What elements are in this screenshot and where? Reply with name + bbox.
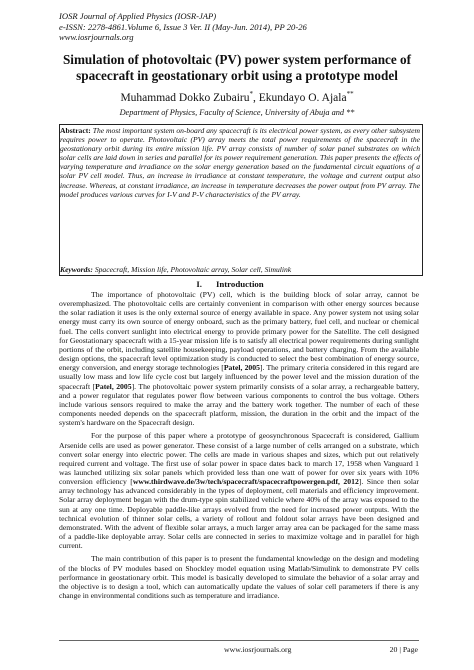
keywords-text: Spacecraft, Mission life, Photovoltaic array, Solar cell, Simulink (94, 265, 292, 274)
journal-name: IOSR Journal of Applied Physics (IOSR-JAP) (59, 11, 217, 21)
section-title: Introduction (215, 279, 264, 289)
affiliation-mark: ** (346, 90, 354, 98)
paragraph-text: The importance of photovoltaic (PV) cell, which is the building block of solar array, cannot be overemphasized. The photovoltaic cells are certainly convenient in comparison with other energy sources because the solar radiation it uses is the only external source of energy available in space. Any power system not using solar energy must carry its own source of energy onboard, such as the primary battery, fuel cell, and nuclear or chemical fuel. The cells convert sunlight into electrical energy to provide primary power for the Satellite. The cell designed for Geostationary spacecraft with a 15-year mission life is to satisfy all electrical power requirements during sunlight portions of the orbit, including satellite housekeeping, payload operations, and battery charging. From the available design options, the spacecraft level optimization study is conducted to select the best combination of energy source, energy conversion, and energy storage technologies [ (59, 290, 419, 373)
paragraph-text: ]. The primary criteria considered in this regard are usually low mass and low life cycle cost but largely influenced by the power level and the mission duration of the spacecraft [ (59, 363, 420, 391)
keywords-label: Keywords: (60, 265, 93, 274)
paragraph (59, 431, 419, 550)
paragraph: The main contribution of this paper is to present the fundamental knowledge on the design and modeling of the blocks of PV modules based on Shockley model equation using Matlab/Simulink to demonstrate PV cells performance in geostationary orbit. This model is basically developed to simulate the behavior of a solar array and the objective is to design a tool, which can automatically update the values of solar cell parameters if there is any change in environmental conditions such as temperature and irradiance. (59, 554, 419, 600)
journal-issn: e-ISSN: 2278-4861.Volume 6, Issue 3 Ver. II (May-Jun. 2014), PP 20-26 (59, 21, 307, 32)
affiliation-mark: * (249, 90, 253, 98)
keywords (60, 265, 420, 274)
section-number: I. (196, 279, 202, 289)
journal-header (59, 11, 307, 43)
citation-link[interactable]: www.thirdwave.de/3w/tech/spacecraft/spacecraftpowergen.pdf, 2012 (132, 477, 359, 487)
page-number: 20 | Page (389, 645, 418, 654)
author-list (50, 90, 424, 104)
author-name: Muhammad Dokko Zubairu (120, 91, 250, 104)
section-heading (50, 279, 424, 289)
abstract-label: Abstract: (60, 126, 91, 135)
citation: Patel, 2005 (223, 363, 260, 373)
footer-rule (59, 640, 419, 641)
affiliation: Department of Physics, Faculty of Science, University of Abuja and ** (119, 108, 355, 117)
paragraph-text: For the purpose of this paper where a prototype of geosynchronous Spacecraft is considered, Gallium Arsenide cells are used as power generator. These consist of a large number of cells arranged on a substrate, which convert solar energy into electric power. The cells are made in various shapes and sizes, which put out relatively required current and voltage. The first use of solar power in space dates back to march 17, 1958 when Vanguard 1 was launched utilizing six solar panels which provided less than one watt of power for over six years with 10% conversion efficiency [ (59, 431, 419, 487)
paper-title: Simulation of photovoltaic (PV) power system performance of spacecraft in geostationary orbit using a prototype model (62, 52, 412, 83)
citation: Patel, 2005 (95, 381, 132, 391)
abstract (60, 126, 420, 199)
author-name: Ekundayo O. Ajala (258, 91, 347, 104)
paragraph (59, 290, 419, 427)
journal-url[interactable]: www.iosrjournals.org (59, 32, 134, 42)
body-text (59, 290, 419, 604)
paragraph-text: ]. The photovoltaic power system primarily consists of a solar array, a rechargeable battery, and a power regulator that regulates power flow between various components to control the bus voltage. Others include various sensors required to make the array and the battery work together. The number of each of these components needed depends on the spacecraft platform, mission, the duration in the orbit and the impact of the system's hardware on the Spacecraft design. (59, 381, 419, 428)
abstract-text: The most important system on-board any spacecraft is its electrical power system, as every other subsystem requires power to operate. Photovoltaic (PV) array meets the total power requirements of the spacecraft in the geostationary orbit during its entire mission life. PV array consists of number of solar panel substrates on which solar cells are laid down in series and parallel for its power requirement generation. This paper presents the effects of varying temperature and irradiance on the solar energy generation based on the fundamental circuit equations of a solar PV cell model. Thus, an increase in irradiance at constant temperature, the voltage and current output also increase. Whereas, at constant irradiance, an increase in temperature decreases the power output from PV array. The model produces various curves for I-V and P-V characteristics of the PV array. (60, 126, 420, 199)
paragraph-text: ]. Since then solar array technology has advanced considerably in the types of deployment, cell materials and efficiency improvement. Solar array deployment began with the drum-type spin stabilized vehicle where 40% of the array was exposed to the sun at any one time. Deployable paddle-like arrays evolved from the need for increased power outputs. With the technical evolution of thinner solar cells, a variety of rollout and foldout solar arrays have been designed and demonstrated. With the advent of flexible solar arrays, a much larger array area can be packaged for the same mass of a paddle-like deployable array. Solar cells are connected in series to maximize voltage and in parallel for high current. (59, 477, 419, 551)
footer-url[interactable]: www.iosrjournals.org (224, 645, 292, 654)
author-separator: , (252, 91, 259, 104)
